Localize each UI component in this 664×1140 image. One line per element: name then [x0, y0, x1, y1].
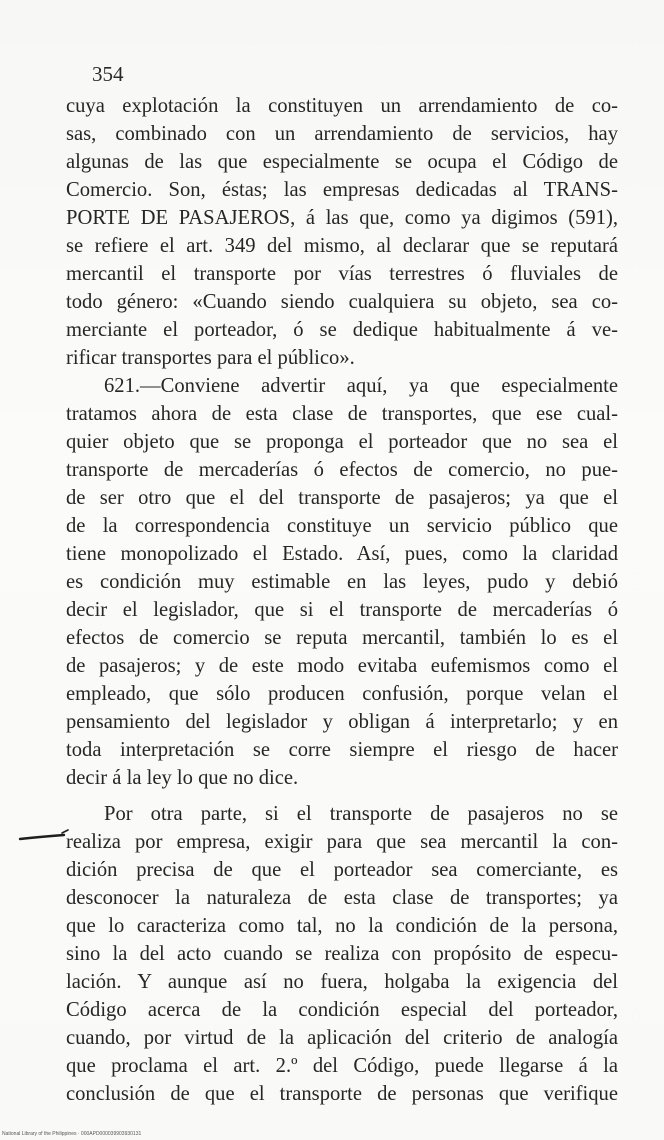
margin-pen-mark [18, 828, 70, 844]
text-line: rificar transportes para el público». [66, 347, 355, 369]
text-line: Por otra parte, si el transporte de pasajeros no se [104, 803, 618, 825]
text-line: todo género: «Cuando siendo cualquiera su objeto, sea co- [66, 291, 618, 313]
text-line: toda interpretación se corre siempre el riesgo de hacer [66, 739, 618, 761]
text-line: que proclama el art. 2.º del Código, puede llegarse á la [66, 1055, 618, 1077]
text-line: sas, combinado con un arrendamiento de servicios, hay [66, 123, 618, 145]
text-line: quier objeto que se proponga el porteador que no sea el [66, 431, 618, 453]
text-line: realiza por empresa, exigir para que sea mercantil la con- [66, 831, 618, 853]
text-line: conclusión de que el transporte de personas que verifique [66, 1083, 618, 1105]
text-line: algunas de las que especialmente se ocupa el Código de [66, 151, 618, 173]
text-line: tiene monopolizado el Estado. Así, pues, como la claridad [66, 543, 618, 565]
text-line: dición precisa de que el porteador sea comerciante, es [66, 859, 618, 881]
text-line: que lo caracteriza como tal, no la condición de la persona, [66, 915, 618, 937]
text-line: pensamiento del legislador y obligan á interpretarlo; y en [66, 711, 618, 733]
text-line: merciante el porteador, ó se dedique habitualmente á ve- [66, 319, 618, 341]
paragraph-1 [66, 92, 618, 372]
text-line: tratamos ahora de esta clase de transportes, que ese cual- [66, 403, 618, 425]
text-line: se refiere el art. 349 del mismo, al declarar que se reputará [66, 235, 618, 257]
text-line: de ser otro que el del transporte de pasajeros; ya que el [66, 487, 618, 509]
paragraph-2 [66, 372, 618, 792]
text-line: mercantil el transporte por vías terrestres ó fluviales de [66, 263, 618, 285]
text-line: 621.—Conviene advertir aquí, ya que especialmente [104, 375, 618, 397]
text-line: cuya explotación la constituyen un arrendamiento de co- [66, 95, 618, 117]
text-line: Código acerca de la condición especial del porteador, [66, 999, 618, 1021]
text-line: sino la del acto cuando se realiza con propósito de especu- [66, 943, 618, 965]
body-text [66, 92, 618, 1108]
text-line: Comercio. Son, éstas; las empresas dedicadas al TRANS- [66, 179, 618, 201]
text-line: cuando, por virtud de la aplicación del criterio de analogía [66, 1027, 618, 1049]
text-line: decir á la ley lo que no dice. [66, 767, 299, 789]
text-line: de pasajeros; y de este modo evitaba eufemismos como el [66, 655, 618, 677]
text-line: lación. Y aunque así no fuera, holgaba la exigencia del [66, 971, 618, 993]
text-line: es condición muy estimable en las leyes, pudo y debió [66, 571, 618, 593]
paragraph-3 [66, 800, 618, 1108]
text-line: PORTE DE PASAJEROS, á las que, como ya digimos (591), [66, 207, 618, 229]
text-line: de la correspondencia constituye un servicio público que [66, 515, 618, 537]
library-footer: National Library of the Philippines · 000APD000039903930131 [2, 1131, 142, 1137]
text-line: efectos de comercio se reputa mercantil, también lo es el [66, 627, 618, 649]
text-line: decir el legislador, que si el transporte de mercaderías ó [66, 599, 618, 621]
text-line: empleado, que sólo producen confusión, porque velan el [66, 683, 618, 705]
text-line: transporte de mercaderías ó efectos de comercio, no pue- [66, 459, 618, 481]
page-number: 354 [92, 62, 124, 86]
text-line: desconocer la naturaleza de esta clase de transportes; ya [66, 887, 618, 909]
